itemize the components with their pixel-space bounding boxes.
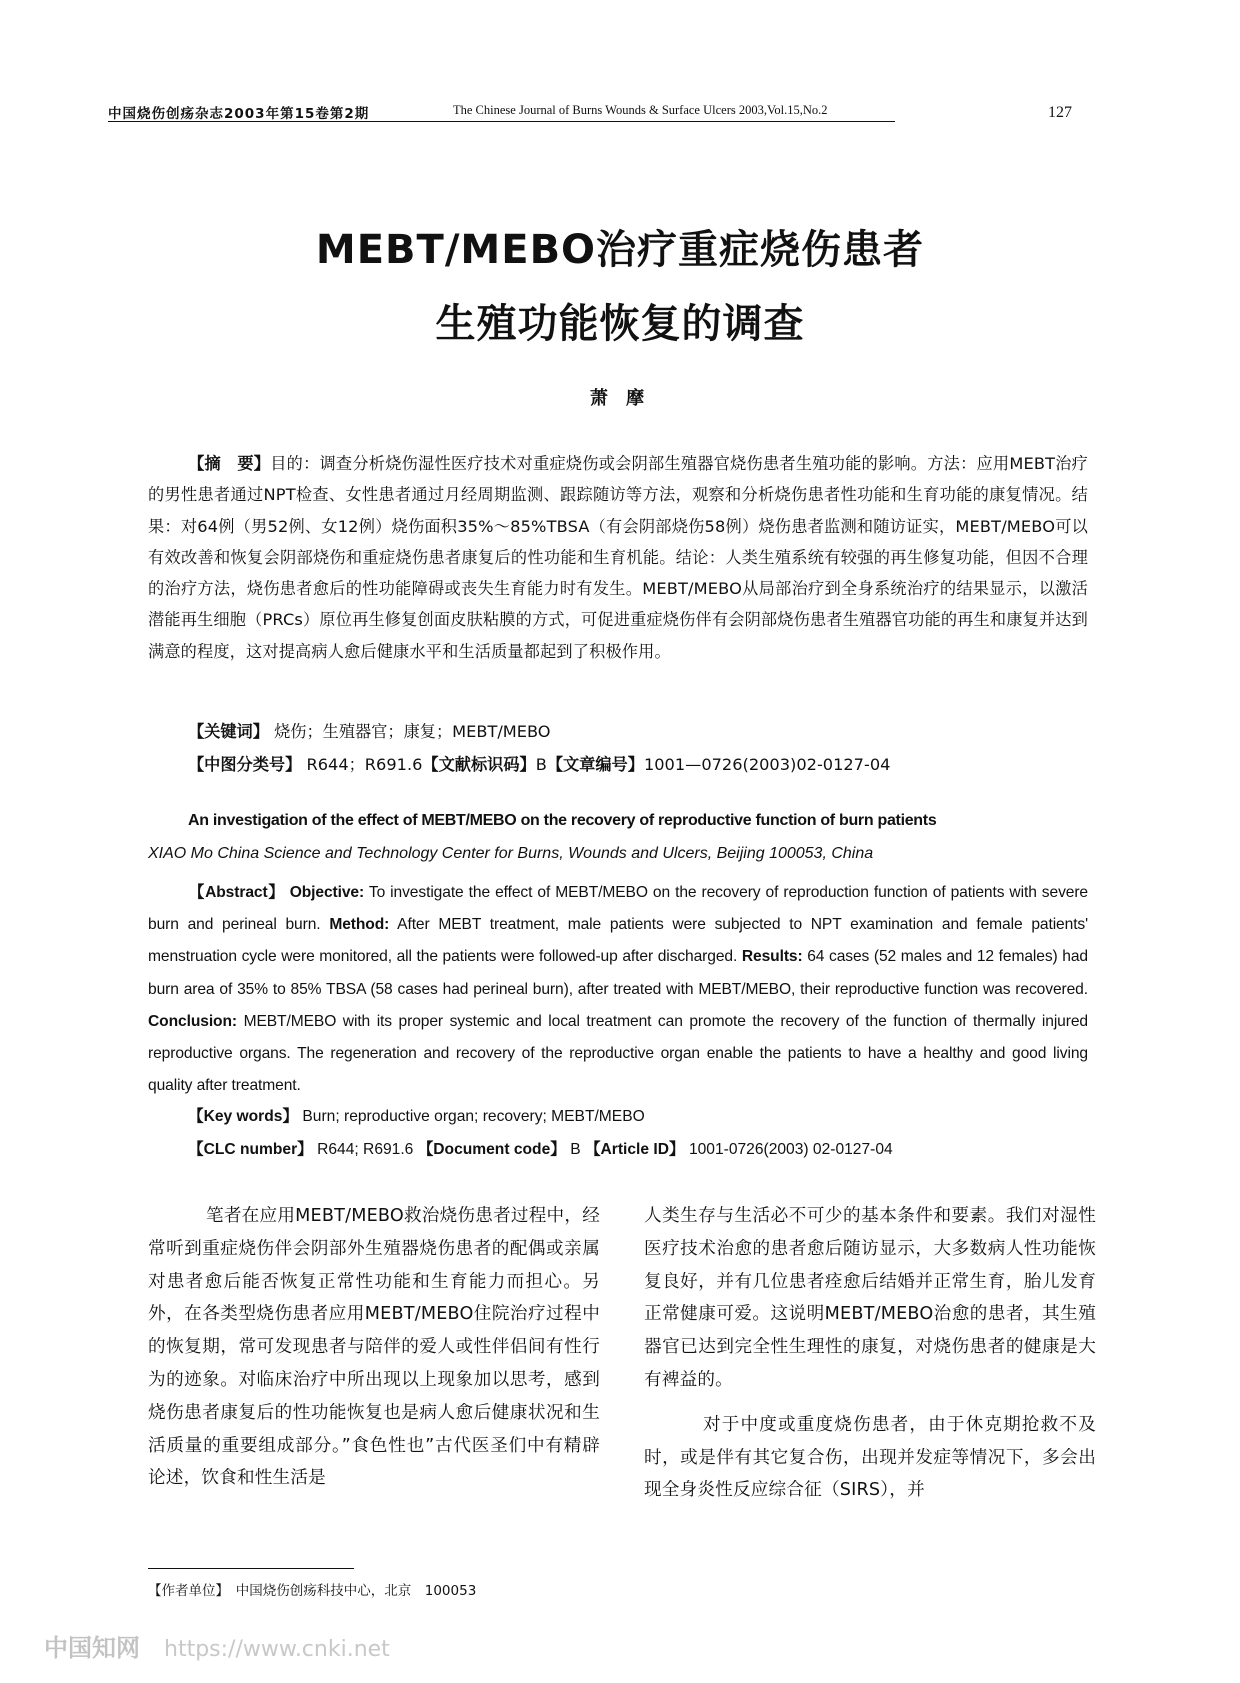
keywords-cn	[188, 718, 551, 742]
en-article-id-value: 1001-0726(2003) 02-0127-04	[688, 1141, 893, 1158]
en-abstract-label: 【Abstract】	[188, 884, 285, 901]
en-conclusion-text: MEBT/MEBO with its proper systemic and local treatment can promote the recovery of the function of thermally injured reproductive organs. The regeneration and recovery of the reproductive organ enable the patients to have a healthy and good living quality after treatment.	[148, 1012, 1088, 1095]
journal-name-en: The Chinese Journal of Burns Wounds & Surface Ulcers 2003,Vol.15,No.2	[453, 103, 828, 117]
classification-cn	[188, 751, 890, 775]
english-title: An investigation of the effect of MEBT/MEBO on the recovery of reproductive function of burn patients	[188, 812, 937, 829]
body-column-right	[644, 1200, 1096, 1507]
en-objective-text: To investigate the effect of MEBT/MEBO on the recovery of reproduction function of patients with severe burn and perineal burn.	[148, 884, 1089, 934]
en-clc-label: 【CLC number】	[188, 1141, 313, 1158]
en-objective-label: Objective:	[289, 884, 365, 901]
body-paragraph: 笔者在应用MEBT/MEBO救治烧伤患者过程中，经常听到重症烧伤伴会阴部外生殖器烧伤患者的配偶或亲属对患者愈后能否恢复正常性功能和生育能力而担心。另外，在各类型烧伤患者应用MEBT/MEBO住院治疗过程中的恢复期，常可发现患者与陪伴的爱人或性伴侣间有性行为的迹象。对临床治疗中所出现以上现象加以思考，感到烧伤患者康复后的性功能恢复也是病人愈后健康状况和生活质量的重要组成部分。”食色性也”古代医圣们中有精辟论述，饮食和性生活是	[148, 1206, 600, 1489]
en-method-label: Method:	[329, 916, 390, 934]
keywords-cn-text: 烧伤；生殖器官；康复；MEBT/MEBO	[274, 722, 551, 741]
article-title-line-1: MEBT/MEBO治疗重症烧伤患者	[315, 227, 925, 273]
cnki-watermark	[44, 1628, 390, 1663]
author-affiliation-footnote: 【作者单位】 中国烧伤创疡科技中心，北京 100053	[148, 1583, 477, 1599]
keywords-cn-label: 【关键词】	[188, 722, 269, 741]
page-number: 127	[1048, 104, 1072, 121]
clc-cn-label: 【中图分类号】	[188, 755, 302, 774]
abstract-cn-text: 目的：调查分析烧伤湿性医疗技术对重症烧伤或会阴部生殖器官烧伤患者生殖功能的影响。方法：应用MEBT治疗的男性患者通过NPT检查、女性患者通过月经周期监测、跟踪随访等方法，观察和分析烧伤患者性功能和生育功能的康复情况。结果：对64例（男52例、女12例）烧伤面积35%～85%TBSA（有会阴部烧伤58例）烧伤患者监测和随访证实，MEBT/MEBO可以有效改善和恢复会阴部烧伤和重症烧伤患者康复后的性功能和生育机能。结论：人类生殖系统有较强的再生修复功能，但因不合理的治疗方法，烧伤患者愈后的性功能障碍或丧失生育能力时有发生。MEBT/MEBO从局部治疗到全身系统治疗的结果显示，以激活潜能再生细胞（PRCs）原位再生修复创面皮肤粘膜的方式，可促进重症烧伤伴有会阴部烧伤患者生殖器官功能的再生和康复并达到满意的程度，这对提高病人愈后健康水平和生活质量都起到了积极作用。	[148, 454, 1088, 661]
en-results-label: Results:	[741, 948, 803, 966]
body-column-left	[148, 1200, 600, 1495]
cnki-url: https://www.cnki.net	[164, 1637, 390, 1662]
english-affiliation: XIAO Mo China Science and Technology Center for Burns, Wounds and Ulcers, Beijing 100053, China	[148, 845, 874, 862]
abstract-cn	[148, 448, 1088, 667]
cnki-logo: 中国知网	[44, 1634, 140, 1662]
en-keywords-text: Burn; reproductive organ; recovery; MEBT/MEBO	[302, 1108, 645, 1125]
en-doc-code-value: B	[570, 1141, 581, 1158]
body-paragraph: 人类生存与生活必不可少的基本条件和要素。我们对湿性医疗技术治愈的患者愈后随访显示，大多数病人性功能恢复良好，并有几位患者痊愈后结婚并正常生育，胎儿发育正常健康可爱。这说明MEBT/MEBO治愈的患者，其生殖器官已达到完全性生理性的康复，对烧伤患者的健康是大有裨益的。	[644, 1206, 1096, 1390]
en-conclusion-label: Conclusion:	[148, 1012, 237, 1030]
english-classification	[188, 1137, 893, 1159]
clc-cn-value: R644；R691.6	[306, 755, 423, 774]
doc-code-cn-label: 【文献标识码】	[422, 755, 536, 774]
en-clc-value: R644; R691.6	[317, 1141, 414, 1158]
doc-code-cn-value: B	[535, 755, 547, 774]
abstract-cn-label: 【摘 要】	[188, 454, 271, 473]
author-name: 萧 摩	[589, 388, 651, 409]
running-header	[108, 102, 1133, 126]
article-id-cn-label: 【文章编号】	[546, 755, 644, 774]
footnote-rule	[148, 1568, 354, 1569]
journal-name-cn: 中国烧伤创疡杂志2003年第15卷第2期	[108, 106, 370, 122]
en-doc-code-label: 【Document code】	[417, 1141, 566, 1158]
en-method-text: After MEBT treatment, male patients were subjected to NPT examination and female patients' menstruation cycle were monitored, all the patients were followed-up after discharged.	[148, 916, 1089, 966]
en-results-text: 64 cases (52 males and 12 females) had burn area of 35% to 85% TBSA (58 cases had perineal burn), after treated with MEBT/MEBO, their reproductive function was recovered.	[148, 948, 1088, 998]
english-keywords	[188, 1104, 645, 1126]
article-title-line-2: 生殖功能恢复的调查	[435, 301, 805, 347]
en-article-id-label: 【Article ID】	[584, 1141, 685, 1158]
body-paragraph: 对于中度或重度烧伤患者，由于休克期抢救不及时，或是伴有其它复合伤，出现并发症等情况下，多会出现全身炎性反应综合征（SIRS），并	[644, 1414, 1096, 1501]
en-keywords-label: 【Key words】	[188, 1108, 299, 1125]
header-rule	[108, 121, 895, 122]
article-id-cn-value: 1001—0726(2003)02-0127-04	[643, 755, 891, 774]
english-abstract	[148, 877, 1088, 1102]
